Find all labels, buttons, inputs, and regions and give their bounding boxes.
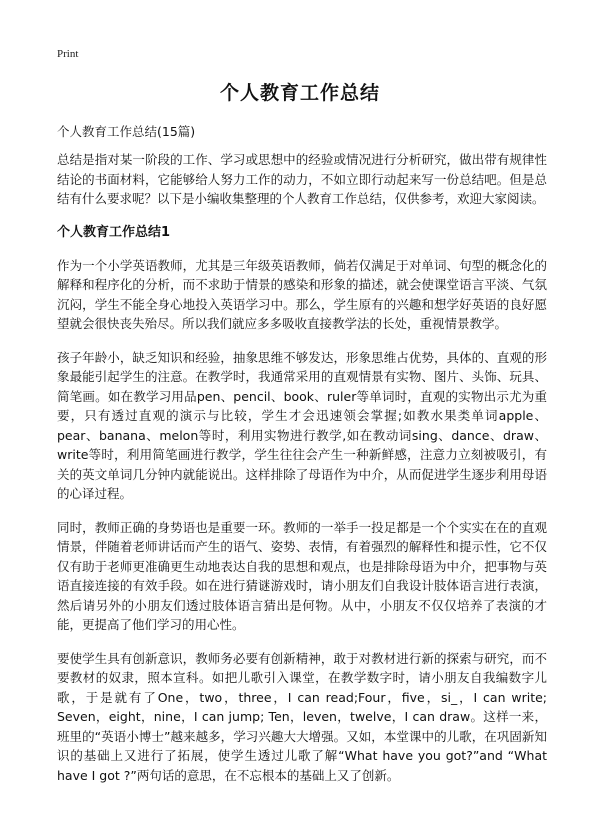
body-paragraph: 作为一个小学英语教师，尤其是三年级英语教师，倘若仅满足于对单词、句型的概念化的解释和程序化的分析，而不求助于情景的感染和形象的描述，就会使课堂语言平淡、气氛沉闷，学生不能全身心地投入英语学习中。那么，学生原有的兴趣和想学好英语的良好愿望就会很快丧失殆尽。所以我们就应多多吸收直接教学法的长处，重视情景教学。 (57, 257, 547, 331)
section-heading: 个人教育工作总结1 (57, 224, 171, 240)
document-body (57, 150, 547, 799)
print-label: Print (57, 48, 79, 60)
document-title: 个人教育工作总结 (219, 82, 380, 104)
body-paragraph: 孩子年龄小，缺乏知识和经验，抽象思维不够发达，形象思维占优势，具体的、直观的形象最能引起学生的注意。在教学时，我通常采用的直观情景有实物、图片、头饰、玩具、简笔画。如在教学习用品pen、pencil、book、ruler等单词时，直观的实物出示尤为重要，只有透过直观的演示与比较，学生才会迅速领会掌握;如教水果类单词apple、pear、banana、melon等时，利用实物进行教学,如在教动词sing、dance、draw、write等时，利用简笔画进行教学，学生往往会产生一种新鲜感，注意力立刻被吸引，有关的英文单词几分钟内就能说出。这样排除了母语作为中介，从而促进学生逐步利用母语的心译过程。 (57, 349, 547, 501)
intro-paragraph: 总结是指对某一阶段的工作、学习或思想中的经验或情况进行分析研究，做出带有规律性结论的书面材料，它能够给人努力工作的动力，不如立即行动起来写一份总结吧。但是总结有什么要求呢？以下是小编收集整理的个人教育工作总结，仅供参考，欢迎大家阅读。 (57, 152, 547, 206)
body-paragraph: 同时，教师正确的身势语也是重要一环。教师的一举手一投足都是一个个实实在在的直观情景，伴随着老师讲话而产生的语气、姿势、表情，有着强烈的解释性和提示性，它不仅仅有助于老师更准确更生动地表达自我的思想和观点，也是排除母语为中介，把事物与英语直接连接的有效手段。如在进行猜谜游戏时，请小朋友们自我设计肢体语言进行表演，然后请另外的小朋友们透过肢体语言猜出是何物。从中，小朋友不仅仅培养了表演的才能，更提高了他们学习的用心性。 (57, 519, 547, 632)
body-paragraph: 要使学生具有创新意识，教师务必要有创新精神，敢于对教材进行新的探索与研究，而不要教材的奴隶，照本宣科。如把儿歌引入课堂，在教学数字时，请小朋友自我编数字儿歌，于是就有了One，two，three，I can read;Four，five，si_，I can write; Seven，eight，nine，I can jump; Ten，leven，twelve，I can draw。这样一来，班里的“英语小博士”越来越多，学习兴趣大大增强。又如，本堂课中的儿歌，在巩固新知识的基础上又进行了拓展，使学生透过儿歌了解“What have you got?”and “What have I got ?”两句话的意思，在不忘根本的基础上又了创新。 (57, 650, 547, 783)
document-subtitle: 个人教育工作总结(15篇) (57, 124, 196, 139)
